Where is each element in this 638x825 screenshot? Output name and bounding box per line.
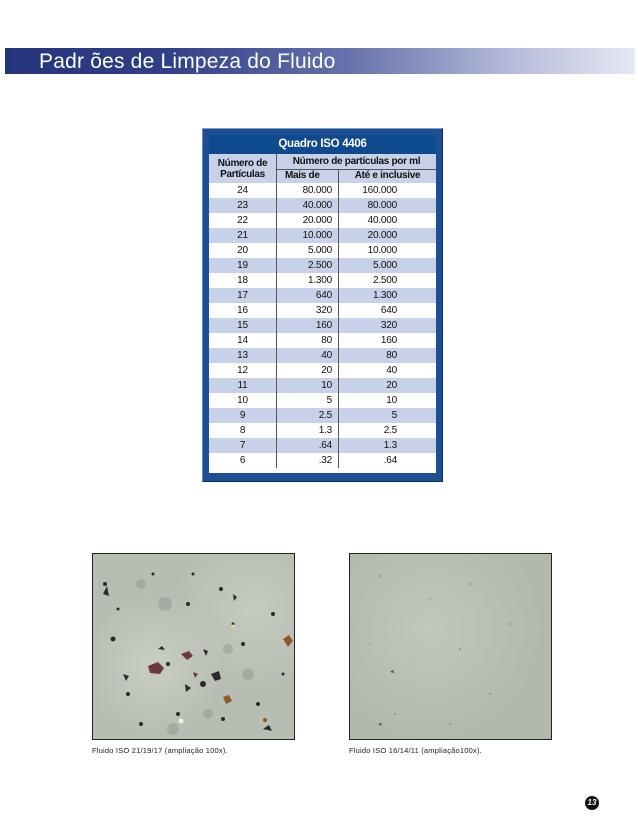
cell-up-to: 1.300 (338, 288, 436, 303)
table-row (209, 408, 436, 423)
cell-particle-code: 24 (237, 185, 248, 196)
table-rows (209, 183, 436, 468)
table-row (209, 333, 436, 348)
table-row (209, 453, 436, 468)
particles-image-dirty (93, 554, 294, 739)
cell-up-to: .64 (338, 453, 436, 468)
table-row (209, 363, 436, 378)
cell-more-than: 20.000 (276, 213, 338, 228)
table-body (209, 135, 436, 473)
section-title: Padr ões de Limpeza do Fluido (39, 50, 336, 73)
section-title-bar (5, 48, 635, 74)
cell-up-to: 5.000 (338, 258, 436, 273)
cell-up-to: 160.000 (338, 183, 436, 198)
cell-more-than: 40 (276, 348, 338, 363)
cell-particle-code: 21 (237, 230, 248, 241)
photo-caption-clean: Fluido ISO 16/14/11 (ampliação100x). (349, 746, 482, 755)
cell-more-than: 10 (276, 378, 338, 393)
cell-up-to: 10.000 (338, 243, 436, 258)
cell-particle-code: 13 (237, 350, 248, 361)
table-row (209, 303, 436, 318)
cell-up-to: 20 (338, 378, 436, 393)
cell-particle-code: 20 (237, 245, 248, 256)
cell-particle-code: 15 (237, 320, 248, 331)
cell-more-than: 320 (276, 303, 338, 318)
col-header-particles-line2: Partículas (220, 169, 265, 180)
table-row (209, 288, 436, 303)
table-row (209, 258, 436, 273)
cell-particle-code: 17 (237, 290, 248, 301)
table-row (209, 228, 436, 243)
cell-more-than: 40.000 (276, 198, 338, 213)
table-row (209, 273, 436, 288)
photo-caption-dirty: Fluido ISO 21/19/17 (ampliação 100x). (92, 746, 228, 755)
cell-up-to: 40 (338, 363, 436, 378)
table-row (209, 378, 436, 393)
cell-particle-code: 10 (237, 395, 248, 406)
col-header-particles (209, 154, 276, 183)
cell-particle-code: 22 (237, 215, 248, 226)
cell-more-than: 5 (276, 393, 338, 408)
particles-image-clean (350, 554, 551, 739)
cell-particle-code: 9 (239, 410, 246, 421)
table-header (209, 154, 436, 183)
cell-up-to: 80.000 (338, 198, 436, 213)
cell-more-than: 80.000 (276, 183, 338, 198)
cell-particle-code: 18 (237, 275, 248, 286)
cell-more-than: 640 (276, 288, 338, 303)
cell-more-than: 2.5 (276, 408, 338, 423)
cell-more-than: .32 (276, 453, 338, 468)
col-header-particles-line1: Número de (217, 158, 268, 169)
cell-up-to: 20.000 (338, 228, 436, 243)
cell-up-to: 40.000 (338, 213, 436, 228)
cell-up-to: 1.3 (338, 438, 436, 453)
cell-particle-code: 16 (237, 305, 248, 316)
cell-more-than: 5.000 (276, 243, 338, 258)
cell-particle-code: 23 (237, 200, 248, 211)
table-row (209, 243, 436, 258)
cell-up-to: 5 (338, 408, 436, 423)
cell-more-than: .64 (276, 438, 338, 453)
cell-particle-code: 6 (239, 455, 246, 466)
cell-more-than: 2.500 (276, 258, 338, 273)
cell-up-to: 2.5 (338, 423, 436, 438)
table-row (209, 318, 436, 333)
cell-more-than: 160 (276, 318, 338, 333)
col-header-more-than: Mais de (276, 169, 338, 183)
page-number: 13 (585, 796, 599, 810)
table-row (209, 348, 436, 363)
table-row (209, 213, 436, 228)
col-header-up-to: Até e inclusive (338, 169, 436, 183)
col-header-span: Número de partículas por ml (276, 154, 436, 170)
table-row (209, 393, 436, 408)
cell-more-than: 1.3 (276, 423, 338, 438)
table-row (209, 183, 436, 198)
table-title: Quadro ISO 4406 (209, 135, 436, 154)
cell-particle-code: 11 (237, 380, 248, 391)
micrograph-clean-fluid (349, 553, 552, 740)
cell-more-than: 1.300 (276, 273, 338, 288)
cell-more-than: 20 (276, 363, 338, 378)
table-row (209, 198, 436, 213)
cell-up-to: 2.500 (338, 273, 436, 288)
cell-up-to: 640 (338, 303, 436, 318)
cell-up-to: 10 (338, 393, 436, 408)
table-row (209, 438, 436, 453)
cell-particle-code: 14 (237, 335, 248, 346)
cell-up-to: 160 (338, 333, 436, 348)
micrograph-dirty-fluid (92, 553, 295, 740)
cell-particle-code: 7 (239, 440, 246, 451)
table-row (209, 423, 436, 438)
cell-particle-code: 8 (239, 425, 246, 436)
cell-up-to: 80 (338, 348, 436, 363)
cell-more-than: 80 (276, 333, 338, 348)
cell-more-than: 10.000 (276, 228, 338, 243)
cell-up-to: 320 (338, 318, 436, 333)
cell-particle-code: 19 (237, 260, 248, 271)
iso-4406-table (202, 128, 443, 482)
cell-particle-code: 12 (237, 365, 248, 376)
